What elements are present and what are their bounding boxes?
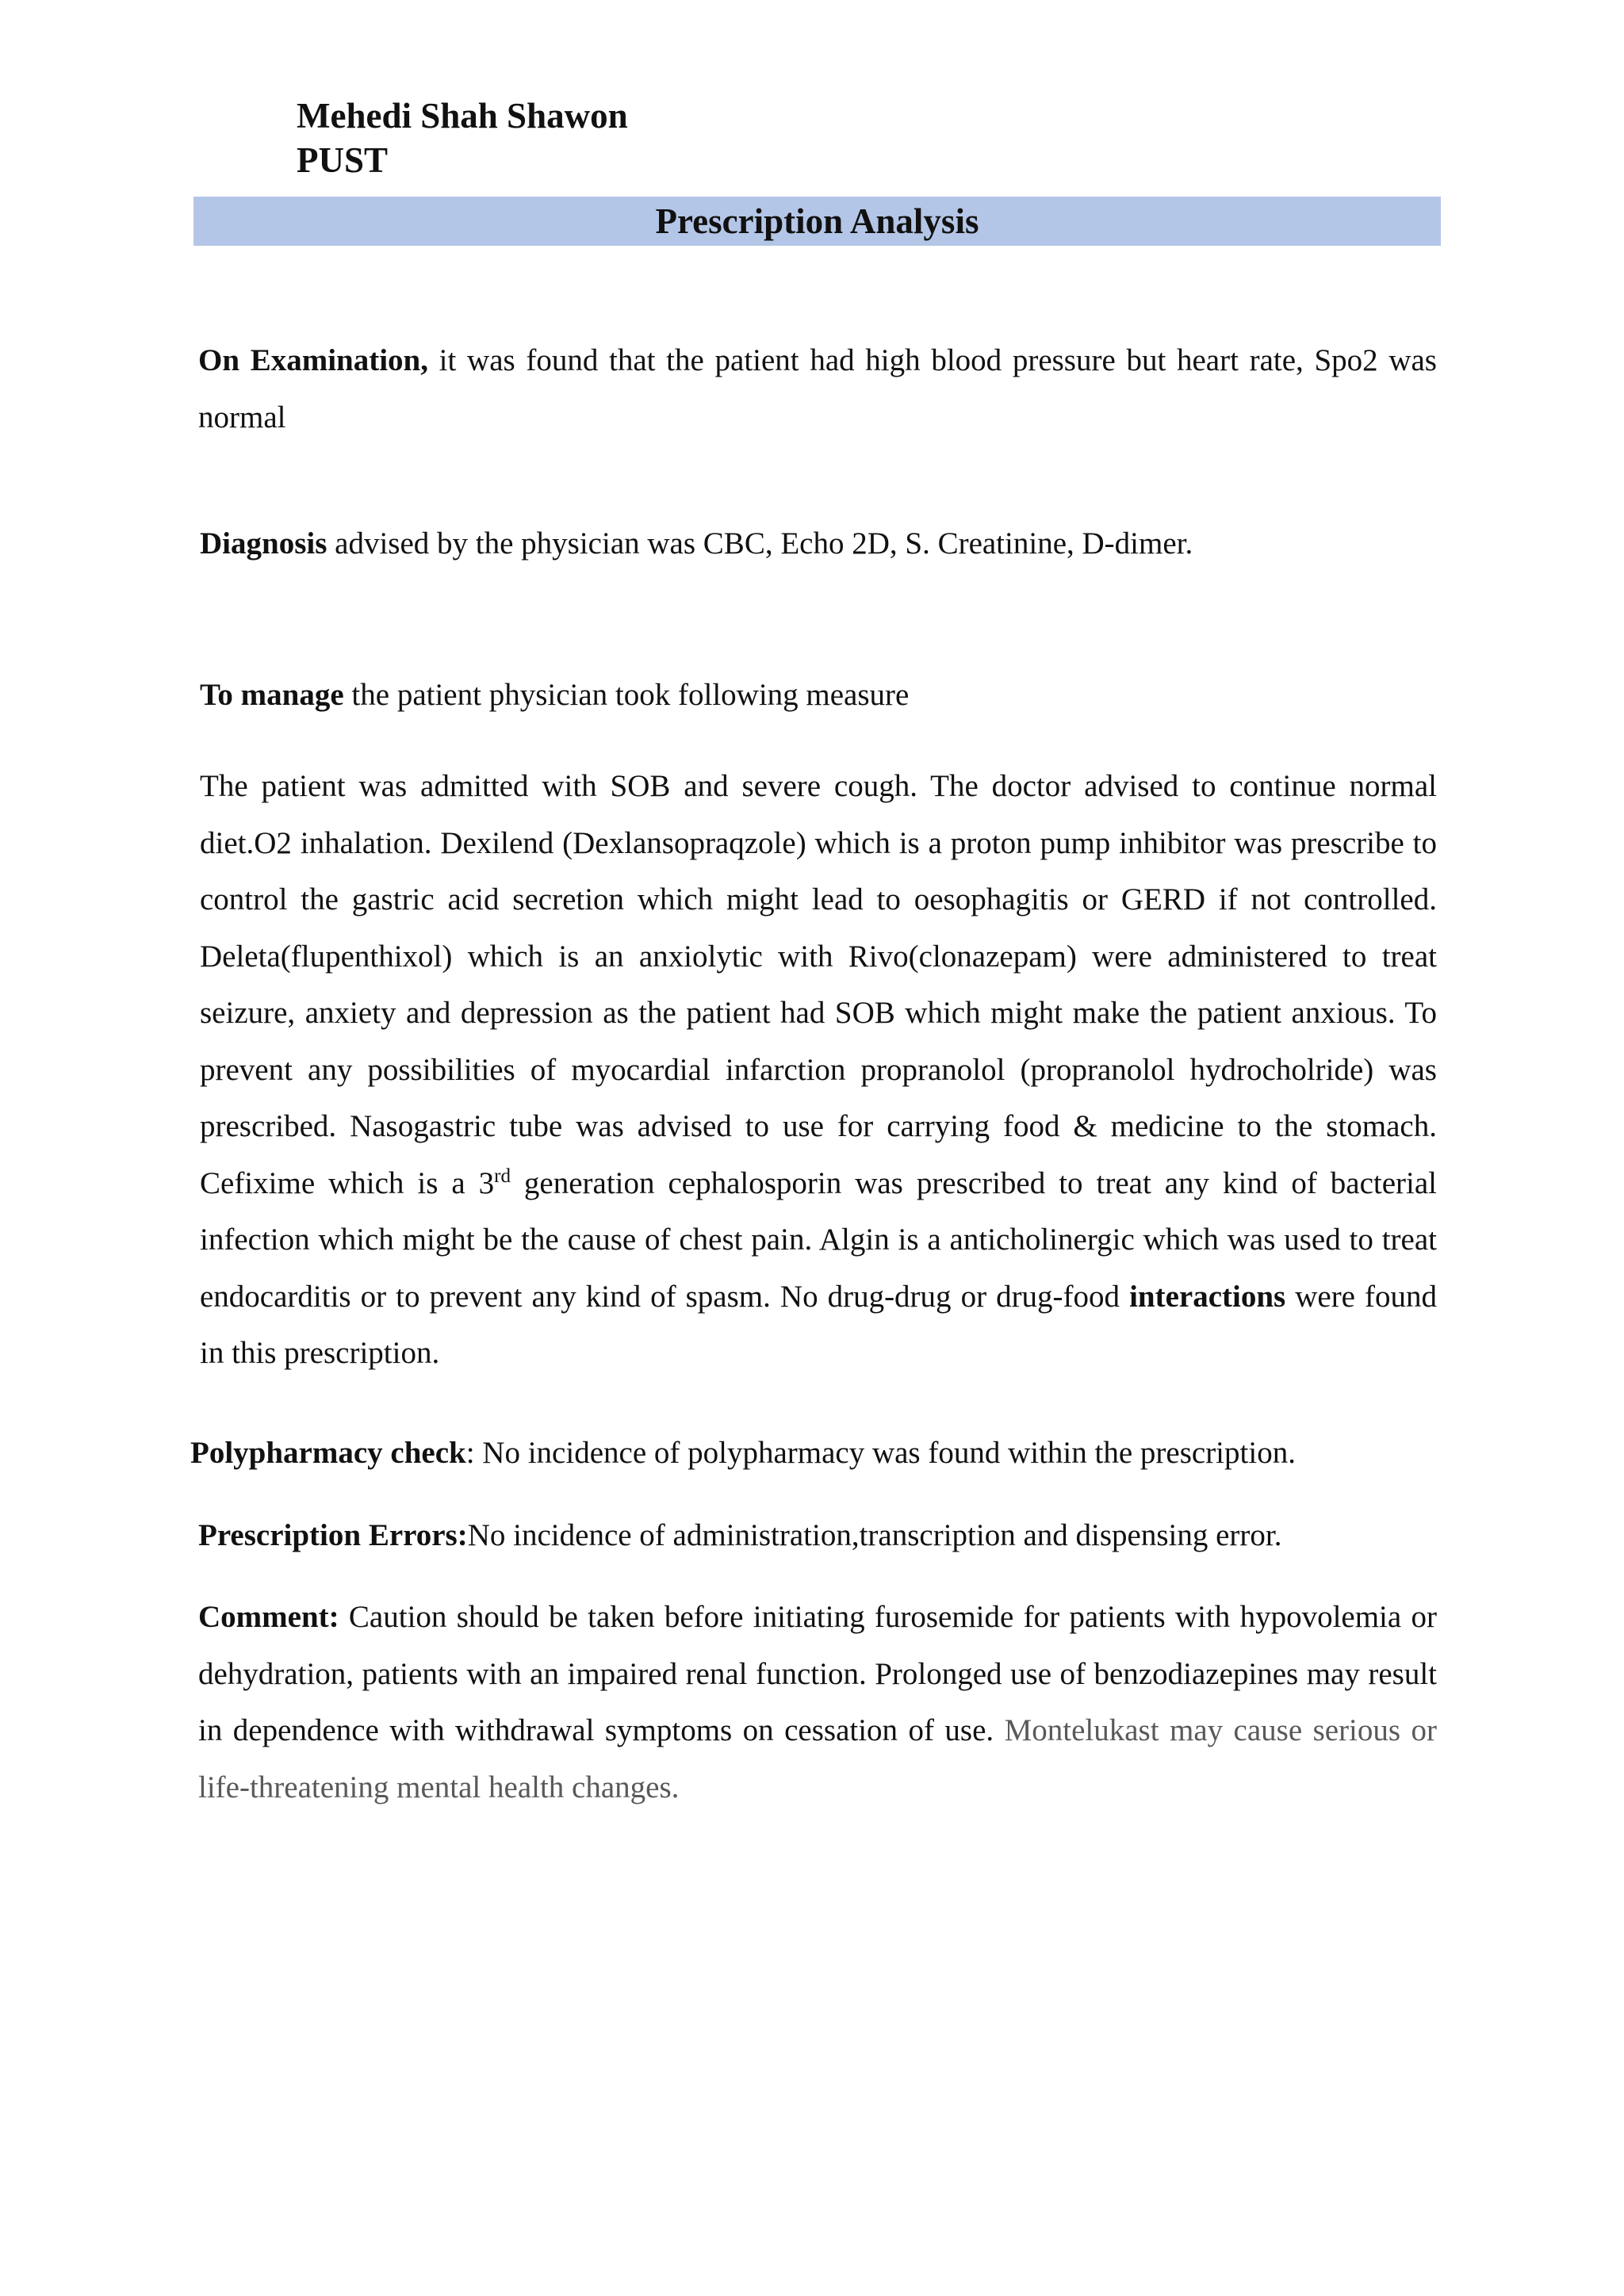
comment-label: Comment: [198,1600,339,1634]
treatment-text-part3: were found in this prescription. [200,1279,1438,1370]
author-block [297,94,628,182]
errors-label: Prescription Errors: [198,1518,468,1552]
errors-paragraph [198,1507,1443,1564]
treatment-text-part1: The patient was admitted with SOB and severe cough. The doctor advised to continue normal diet.O2 inhalation. Dexilend (Dexlansopraqzole) which is a proton pump inhibitor was prescribe to control the gastric acid secretion which might lead to oesophagitis or GERD if not controlled. Deleta(flupenthixol) which is an anxiolytic with Rivo(clonazepam) were administered to treat seizure, anxiety and depression as the patient had SOB which might make the patient anxious. To prevent any possibilities of myocardial infarction propranolol (propranolol hydrocholride) was prescribed. Nasogastric tube was advised to use for carrying food & medicine to the stomach. Cefixime which is a 3 [200,769,1437,1200]
interactions-bold: interactions [1129,1279,1286,1314]
management-label: To manage [200,678,344,712]
institution-name: PUST [297,140,389,180]
author-name: Mehedi Shah Shawon [297,96,628,136]
diagnosis-paragraph [200,515,1437,572]
examination-paragraph [198,332,1437,446]
comment-grey-text: Montelukast may cause serious or life-threatening mental health changes. [198,1713,1437,1804]
comment-paragraph [198,1589,1437,1816]
comment-text: Caution should be taken before initiating furosemide for patients with hypovolemia or dehydration, patients with an impaired renal function. Prolonged use of benzodiazepines may result in dependence with withdrawal symptoms on cessation of use. [198,1600,1437,1747]
polypharmacy-text: : No incidence of polypharmacy was found within the prescription. [465,1436,1296,1470]
examination-label: On Examination, [198,343,428,377]
polypharmacy-paragraph [190,1425,1443,1482]
diagnosis-label: Diagnosis [200,526,327,561]
management-text: the patient physician took following measure [343,678,910,712]
treatment-text-part2: generation cephalosporin was prescribed to treat any kind of bacterial infection which might be the cause of chest pain. Algin is a anticholinergic which was used to treat endocarditis or to prevent any kind of spasm. No drug-drug or drug-food [200,1165,1437,1314]
polypharmacy-label: Polypharmacy check [190,1436,466,1470]
examination-text: it was found that the patient had high blood pressure but heart rate, Spo2 was normal [198,343,1437,434]
management-paragraph [200,667,1437,724]
treatment-paragraph [200,758,1437,1382]
diagnosis-text: advised by the physician was CBC, Echo 2D, S. Creatinine, D-dimer. [327,526,1193,561]
errors-text: No incidence of administration,transcription and dispensing error. [467,1518,1282,1552]
document-title: Prescription Analysis [193,197,1441,246]
ordinal-superscript: rd [494,1165,511,1187]
